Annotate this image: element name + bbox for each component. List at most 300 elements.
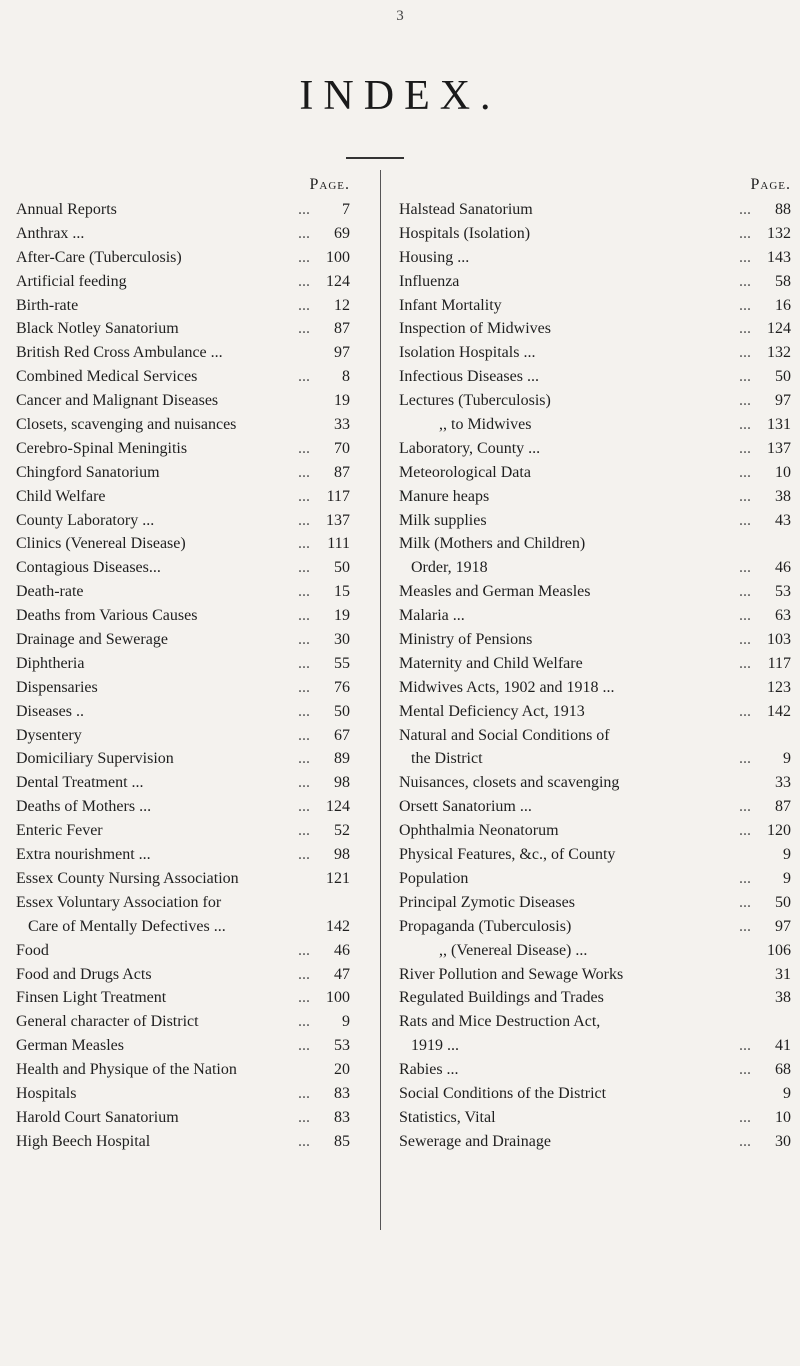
index-entry bbox=[16, 246, 350, 270]
index-entry-page: 43 bbox=[775, 511, 791, 529]
index-entry bbox=[16, 198, 350, 222]
index-entry bbox=[399, 1034, 791, 1058]
index-entry-label: Mental Deficiency Act, 1913 bbox=[399, 702, 585, 720]
index-entry bbox=[399, 1106, 791, 1130]
index-entry-label: Orsett Sanatorium ... bbox=[399, 798, 532, 816]
index-entry-page: 137 bbox=[767, 439, 791, 457]
index-entry bbox=[399, 485, 791, 509]
index-entry-page: 124 bbox=[767, 320, 791, 338]
index-entry-leader: ... bbox=[298, 511, 310, 529]
index-entry-page: 30 bbox=[334, 631, 350, 649]
index-entry-page: 50 bbox=[334, 559, 350, 577]
index-entry-label: Ophthalmia Neonatorum bbox=[399, 822, 559, 840]
index-entry-page: 19 bbox=[334, 392, 350, 410]
index-entry bbox=[399, 700, 791, 724]
index-entry-leader: ... bbox=[298, 607, 310, 625]
index-entry-label: Anthrax ... bbox=[16, 224, 85, 242]
index-entry-label: Infectious Diseases ... bbox=[399, 368, 539, 386]
index-entry bbox=[16, 604, 350, 628]
index-entry-page: 87 bbox=[775, 798, 791, 816]
index-entry bbox=[16, 771, 350, 795]
index-entry-label: Milk supplies bbox=[399, 511, 487, 529]
index-entry-leader: ... bbox=[298, 224, 310, 242]
index-entry-page: 53 bbox=[334, 1037, 350, 1055]
index-entry bbox=[399, 986, 791, 1010]
index-entry-page: 53 bbox=[775, 583, 791, 601]
index-entry bbox=[16, 485, 350, 509]
index-entry bbox=[16, 843, 350, 867]
column-header-page: Page. bbox=[750, 176, 791, 193]
column-divider bbox=[380, 170, 381, 1230]
index-entry-leader: ... bbox=[739, 272, 751, 290]
index-entry-page: 137 bbox=[326, 511, 350, 529]
index-entry bbox=[399, 819, 791, 843]
index-entry bbox=[399, 1010, 791, 1034]
index-entry bbox=[399, 437, 791, 461]
index-entry-leader: ... bbox=[298, 822, 310, 840]
index-entry bbox=[399, 246, 791, 270]
index-entry-label: After-Care (Tuberculosis) bbox=[16, 248, 182, 266]
index-entry-page: 132 bbox=[767, 344, 791, 362]
index-entry-page: 7 bbox=[342, 201, 350, 218]
title-rule bbox=[346, 157, 404, 159]
index-entry-label: Harold Court Sanatorium bbox=[16, 1108, 179, 1126]
index-entry bbox=[399, 1058, 791, 1082]
index-entry-label: Social Conditions of the District bbox=[399, 1084, 607, 1102]
index-entry-page: 121 bbox=[326, 869, 350, 887]
index-entry-page: 123 bbox=[767, 678, 791, 696]
index-entry-leader: ... bbox=[298, 750, 310, 768]
index-entry bbox=[16, 341, 350, 365]
index-entry-label: Propaganda (Tuberculosis) bbox=[399, 917, 572, 935]
index-entry bbox=[16, 795, 350, 819]
index-entry-page: 106 bbox=[767, 941, 791, 959]
index-entry-label: Artificial feeding bbox=[16, 272, 127, 290]
index-entry-label: Isolation Hospitals ... bbox=[399, 344, 536, 362]
index-entry-page: 87 bbox=[334, 463, 350, 481]
index-entry-page: 97 bbox=[775, 917, 791, 935]
index-entry bbox=[16, 317, 350, 341]
index-entry-page: 38 bbox=[775, 487, 791, 505]
index-entry-label: Hospitals (Isolation) bbox=[399, 224, 531, 242]
index-entry-label: Essex County Nursing Association bbox=[16, 869, 239, 887]
index-entry-label: Midwives Acts, 1902 and 1918 ... bbox=[399, 678, 615, 696]
index-entry-label: Sewerage and Drainage bbox=[399, 1132, 551, 1150]
index-entry-leader: ... bbox=[739, 607, 751, 625]
index-entry-label: Statistics, Vital bbox=[399, 1108, 496, 1126]
index-entry-leader: ... bbox=[298, 846, 310, 864]
index-entry-page: 69 bbox=[334, 224, 350, 242]
index-entry-label: Child Welfare bbox=[16, 487, 106, 505]
index-entry-leader: ... bbox=[298, 1013, 310, 1031]
index-entry-leader: ... bbox=[298, 726, 310, 744]
index-entry-label: Annual Reports bbox=[16, 201, 117, 218]
index-entry-page: 143 bbox=[767, 248, 791, 266]
index-entry-page: 46 bbox=[334, 941, 350, 959]
index-column-right bbox=[399, 176, 791, 1154]
index-entry bbox=[16, 532, 350, 556]
index-list-left bbox=[16, 198, 350, 1154]
index-entry-label: Malaria ... bbox=[399, 607, 465, 625]
index-entry-page: 9 bbox=[783, 846, 791, 864]
index-entry bbox=[399, 365, 791, 389]
index-entry bbox=[16, 747, 350, 771]
index-entry-leader: ... bbox=[739, 702, 751, 720]
index-entry-leader: ... bbox=[298, 702, 310, 720]
index-entry-page: 142 bbox=[767, 702, 791, 720]
index-entry-page: 63 bbox=[775, 607, 791, 625]
index-entry bbox=[399, 1082, 791, 1106]
index-entry-page: 88 bbox=[775, 201, 791, 218]
index-entry-leader: ... bbox=[298, 248, 310, 266]
index-entry-leader: ... bbox=[739, 392, 751, 410]
index-entry-label: Housing ... bbox=[399, 248, 470, 266]
index-entry bbox=[399, 1130, 791, 1154]
index-entry-page: 33 bbox=[775, 774, 791, 792]
index-entry-leader: ... bbox=[739, 1108, 751, 1126]
index-entry-label: German Measles bbox=[16, 1037, 124, 1055]
index-entry bbox=[399, 795, 791, 819]
index-entry-leader: ... bbox=[298, 1108, 310, 1126]
index-entry-page: 83 bbox=[334, 1084, 350, 1102]
index-entry bbox=[399, 509, 791, 533]
index-entry bbox=[16, 1106, 350, 1130]
index-entry-page: 9 bbox=[783, 1084, 791, 1102]
index-entry bbox=[399, 604, 791, 628]
index-entry-page: 9 bbox=[342, 1013, 350, 1031]
index-column-left bbox=[16, 176, 350, 1154]
index-entry-page: 15 bbox=[334, 583, 350, 601]
index-entry-label: Health and Physique of the Nation bbox=[16, 1061, 237, 1079]
index-entry bbox=[16, 1034, 350, 1058]
index-entry-label: Clinics (Venereal Disease) bbox=[16, 535, 186, 553]
index-entry bbox=[399, 198, 791, 222]
index-entry bbox=[399, 676, 791, 700]
index-entry-label: Order, 1918 bbox=[411, 559, 488, 577]
index-entry-label: Manure heaps bbox=[399, 487, 490, 505]
index-entry-leader: ... bbox=[739, 248, 751, 266]
index-entry-label: Physical Features, &c., of County bbox=[399, 846, 616, 864]
index-entry-leader: ... bbox=[298, 535, 310, 553]
index-entry-label: Combined Medical Services bbox=[16, 368, 198, 386]
index-entry-page: 50 bbox=[775, 893, 791, 911]
index-entry-label: Population bbox=[399, 869, 469, 887]
index-entry bbox=[16, 461, 350, 485]
index-entry-label: Finsen Light Treatment bbox=[16, 989, 167, 1007]
index-entry-page: 100 bbox=[326, 989, 350, 1007]
index-entry-page: 70 bbox=[334, 439, 350, 457]
index-entry-label: Drainage and Sewerage bbox=[16, 631, 168, 649]
index-entry bbox=[399, 532, 791, 556]
index-entry-label: Diphtheria bbox=[16, 654, 85, 672]
index-entry-page: 9 bbox=[783, 869, 791, 887]
index-entry-leader: ... bbox=[298, 678, 310, 696]
index-entry-leader: ... bbox=[739, 416, 751, 434]
index-entry-label: Rabies ... bbox=[399, 1061, 459, 1079]
index-entry-label: Dental Treatment ... bbox=[16, 774, 144, 792]
index-entry-leader: ... bbox=[739, 559, 751, 577]
index-entry-page: 47 bbox=[334, 965, 350, 983]
index-entry bbox=[399, 963, 791, 987]
index-entry bbox=[16, 700, 350, 724]
index-entry-leader: ... bbox=[739, 1132, 751, 1150]
index-entry-label: High Beech Hospital bbox=[16, 1132, 151, 1150]
index-entry-page: 97 bbox=[334, 344, 350, 362]
index-entry-label: Infant Mortality bbox=[399, 296, 502, 314]
index-entry bbox=[399, 580, 791, 604]
index-entry-label: Essex Voluntary Association for bbox=[16, 893, 222, 911]
index-entry-label: ,, (Venereal Disease) ... bbox=[439, 941, 588, 959]
index-entry-page: 87 bbox=[334, 320, 350, 338]
index-entry bbox=[16, 724, 350, 748]
index-entry-page: 58 bbox=[775, 272, 791, 290]
index-entry-label: 1919 ... bbox=[411, 1037, 459, 1055]
index-entry-leader: ... bbox=[739, 344, 751, 362]
index-entry bbox=[399, 222, 791, 246]
index-entry bbox=[399, 294, 791, 318]
index-entry-leader: ... bbox=[739, 368, 751, 386]
index-entry-label: Laboratory, County ... bbox=[399, 439, 541, 457]
index-entry-label: Food bbox=[16, 941, 49, 959]
index-entry bbox=[399, 317, 791, 341]
index-entry-page: 103 bbox=[767, 631, 791, 649]
index-entry-page: 100 bbox=[326, 248, 350, 266]
index-entry bbox=[16, 413, 350, 437]
index-entry-label: the District bbox=[411, 750, 483, 768]
index-entry-leader: ... bbox=[739, 583, 751, 601]
index-entry-leader: ... bbox=[739, 822, 751, 840]
index-entry-label: Ministry of Pensions bbox=[399, 631, 533, 649]
index-entry-page: 83 bbox=[334, 1108, 350, 1126]
index-entry-leader: ... bbox=[298, 368, 310, 386]
index-entry-page: 55 bbox=[334, 654, 350, 672]
index-entry-label: Hospitals bbox=[16, 1084, 77, 1102]
index-entry bbox=[16, 963, 350, 987]
index-entry bbox=[399, 915, 791, 939]
index-entry-label: Measles and German Measles bbox=[399, 583, 591, 601]
index-entry-leader: ... bbox=[298, 798, 310, 816]
index-entry bbox=[16, 1130, 350, 1154]
index-entry bbox=[399, 652, 791, 676]
index-entry-page: 16 bbox=[775, 296, 791, 314]
index-entry-leader: ... bbox=[298, 1084, 310, 1102]
index-entry-leader: ... bbox=[298, 559, 310, 577]
index-entry-label: ,, to Midwives bbox=[439, 416, 532, 434]
index-entry-label: Deaths from Various Causes bbox=[16, 607, 198, 625]
index-entry-page: 117 bbox=[767, 654, 791, 672]
index-entry-page: 31 bbox=[775, 965, 791, 983]
index-entry-page: 19 bbox=[334, 607, 350, 625]
index-entry-label: Death-rate bbox=[16, 583, 84, 601]
index-entry bbox=[16, 294, 350, 318]
index-entry-label: River Pollution and Sewage Works bbox=[399, 965, 624, 983]
index-entry-page: 38 bbox=[775, 989, 791, 1007]
index-entry-page: 10 bbox=[775, 463, 791, 481]
index-entry bbox=[16, 509, 350, 533]
index-entry-leader: ... bbox=[739, 296, 751, 314]
index-entry-page: 12 bbox=[334, 296, 350, 314]
index-entry-page: 52 bbox=[334, 822, 350, 840]
index-entry-page: 131 bbox=[767, 416, 791, 434]
index-entry-leader: ... bbox=[739, 654, 751, 672]
index-entry bbox=[399, 461, 791, 485]
index-entry-label: Lectures (Tuberculosis) bbox=[399, 392, 551, 410]
index-entry bbox=[16, 1058, 350, 1082]
index-entry-page: 85 bbox=[334, 1132, 350, 1150]
index-entry-label: Principal Zymotic Diseases bbox=[399, 893, 575, 911]
index-entry-label: Birth-rate bbox=[16, 296, 79, 314]
index-entry-label: Influenza bbox=[399, 272, 460, 290]
index-entry-label: Cancer and Malignant Diseases bbox=[16, 392, 219, 410]
index-entry bbox=[16, 1082, 350, 1106]
index-entry bbox=[16, 580, 350, 604]
index-entry bbox=[399, 556, 791, 580]
index-entry-label: Black Notley Sanatorium bbox=[16, 320, 179, 338]
page-number: 3 bbox=[396, 8, 404, 24]
index-entry-leader: ... bbox=[739, 750, 751, 768]
index-entry-page: 97 bbox=[775, 392, 791, 410]
index-entry-leader: ... bbox=[298, 1132, 310, 1150]
index-entry bbox=[16, 437, 350, 461]
index-entry-page: 50 bbox=[775, 368, 791, 386]
index-entry bbox=[16, 222, 350, 246]
index-entry bbox=[399, 413, 791, 437]
index-entry-label: Chingford Sanatorium bbox=[16, 463, 160, 481]
index-entry-leader: ... bbox=[739, 320, 751, 338]
index-entry-page: 10 bbox=[775, 1108, 791, 1126]
index-entry-page: 50 bbox=[334, 702, 350, 720]
index-entry-page: 89 bbox=[334, 750, 350, 768]
index-entry-leader: ... bbox=[298, 1037, 310, 1055]
index-entry bbox=[399, 341, 791, 365]
index-entry-leader: ... bbox=[298, 583, 310, 601]
index-entry bbox=[399, 843, 791, 867]
index-entry bbox=[16, 270, 350, 294]
page-title: INDEX. bbox=[299, 73, 501, 119]
index-entry-label: Cerebro-Spinal Meningitis bbox=[16, 439, 188, 457]
index-entry-leader: ... bbox=[739, 224, 751, 242]
index-entry-page: 20 bbox=[334, 1061, 350, 1079]
index-entry bbox=[399, 628, 791, 652]
index-entry-leader: ... bbox=[298, 463, 310, 481]
index-entry bbox=[16, 556, 350, 580]
column-header-page: Page. bbox=[309, 176, 350, 193]
index-entry-page: 124 bbox=[326, 272, 350, 290]
index-entry-leader: ... bbox=[298, 965, 310, 983]
index-entry-label: Halstead Sanatorium bbox=[399, 201, 533, 218]
index-entry-page: 9 bbox=[783, 750, 791, 768]
index-entry-label: Meteorological Data bbox=[399, 463, 531, 481]
index-entry-page: 8 bbox=[342, 368, 350, 386]
index-entry bbox=[16, 939, 350, 963]
index-entry bbox=[16, 867, 350, 891]
index-entry-label: County Laboratory ... bbox=[16, 511, 155, 529]
index-entry bbox=[16, 652, 350, 676]
index-entry-label: British Red Cross Ambulance ... bbox=[16, 344, 223, 362]
index-entry-page: 111 bbox=[327, 535, 350, 553]
index-entry-leader: ... bbox=[298, 320, 310, 338]
index-entry-label: Food and Drugs Acts bbox=[16, 965, 152, 983]
index-entry bbox=[399, 867, 791, 891]
index-entry-leader: ... bbox=[298, 439, 310, 457]
index-entry-label: Closets, scavenging and nuisances bbox=[16, 416, 237, 434]
index-entry-label: Rats and Mice Destruction Act, bbox=[399, 1013, 601, 1031]
index-entry-leader: ... bbox=[739, 511, 751, 529]
index-entry bbox=[16, 891, 350, 915]
index-entry-leader: ... bbox=[298, 487, 310, 505]
index-entry-page: 117 bbox=[326, 487, 350, 505]
index-entry-leader: ... bbox=[739, 463, 751, 481]
index-entry-leader: ... bbox=[739, 631, 751, 649]
index-list-right bbox=[399, 198, 791, 1154]
index-entry-page: 132 bbox=[767, 224, 791, 242]
index-entry bbox=[399, 747, 791, 771]
index-entry bbox=[16, 365, 350, 389]
index-entry-leader: ... bbox=[298, 272, 310, 290]
index-entry-label: Domiciliary Supervision bbox=[16, 750, 174, 768]
index-entry-leader: ... bbox=[739, 439, 751, 457]
index-entry bbox=[16, 389, 350, 413]
index-entry bbox=[16, 1010, 350, 1034]
index-entry-page: 67 bbox=[334, 726, 350, 744]
index-entry-label: Deaths of Mothers ... bbox=[16, 798, 152, 816]
index-entry bbox=[399, 891, 791, 915]
index-entry bbox=[16, 628, 350, 652]
index-entry-page: 124 bbox=[326, 798, 350, 816]
index-entry-page: 33 bbox=[334, 416, 350, 434]
index-entry-label: Nuisances, closets and scavenging bbox=[399, 774, 620, 792]
index-entry-leader: ... bbox=[739, 1061, 751, 1079]
index-entry-leader: ... bbox=[739, 201, 751, 218]
index-entry-label: Dispensaries bbox=[16, 678, 98, 696]
index-entry-label: Contagious Diseases... bbox=[16, 559, 161, 577]
index-entry-page: 76 bbox=[334, 678, 350, 696]
index-entry bbox=[399, 389, 791, 413]
index-entry-leader: ... bbox=[739, 1037, 751, 1055]
index-entry bbox=[399, 771, 791, 795]
index-entry-leader: ... bbox=[298, 631, 310, 649]
index-entry-label: Enteric Fever bbox=[16, 822, 103, 840]
index-entry-label: Care of Mentally Defectives ... bbox=[28, 917, 226, 935]
index-entry-page: 46 bbox=[775, 559, 791, 577]
index-entry-leader: ... bbox=[298, 941, 310, 959]
index-entry-label: Milk (Mothers and Children) bbox=[399, 535, 586, 553]
index-entry-label: Diseases .. bbox=[16, 702, 84, 720]
index-entry bbox=[399, 724, 791, 748]
index-entry-page: 30 bbox=[775, 1132, 791, 1150]
index-entry-page: 68 bbox=[775, 1061, 791, 1079]
index-entry-page: 120 bbox=[767, 822, 791, 840]
index-entry-leader: ... bbox=[298, 296, 310, 314]
index-entry-label: Maternity and Child Welfare bbox=[399, 654, 583, 672]
index-entry-leader: ... bbox=[739, 869, 751, 887]
index-entry-leader: ... bbox=[298, 654, 310, 672]
index-entry-label: General character of District bbox=[16, 1013, 199, 1031]
index-entry-leader: ... bbox=[739, 893, 751, 911]
index-entry-leader: ... bbox=[739, 487, 751, 505]
index-entry-label: Extra nourishment ... bbox=[16, 846, 151, 864]
index-entry-page: 98 bbox=[334, 846, 350, 864]
index-entry bbox=[399, 939, 791, 963]
index-entry bbox=[16, 986, 350, 1010]
index-entry-leader: ... bbox=[739, 798, 751, 816]
index-entry-label: Inspection of Midwives bbox=[399, 320, 551, 338]
index-entry-label: Regulated Buildings and Trades bbox=[399, 989, 604, 1007]
index-entry-leader: ... bbox=[298, 774, 310, 792]
index-entry-page: 41 bbox=[775, 1037, 791, 1055]
index-entry-label: Dysentery bbox=[16, 726, 82, 744]
index-entry-page: 142 bbox=[326, 917, 350, 935]
